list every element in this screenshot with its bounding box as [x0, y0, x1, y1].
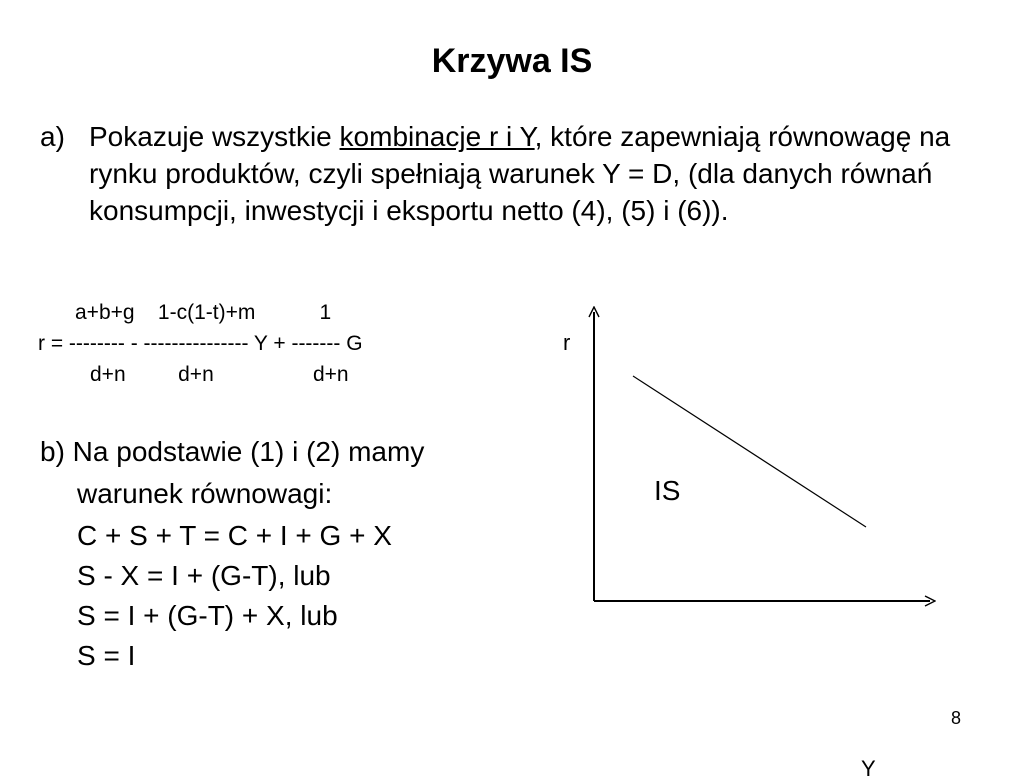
point-a-underlined-phrase: kombinacje r i Y [339, 121, 535, 152]
page-number: 8 [951, 708, 962, 728]
y-axis-label: r [563, 330, 571, 355]
equilibrium-condition-1: C + S + T = C + I + G + X [77, 520, 392, 551]
equilibrium-condition-4: S = I [77, 640, 136, 671]
point-b-line-1: b) Na podstawie (1) i (2) mamy [40, 436, 425, 467]
point-a-marker: a) [40, 121, 65, 152]
point-a-text-end: , które zapewniają równowagę na rynku produktów, czyli spełniają warunek Y = D, (dla danych równań konsumpcji, inwestycji i eksportu netto (4), (5) i (6)). [89, 121, 951, 226]
x-axis-label: Y [861, 756, 876, 781]
is-curve-label: IS [654, 475, 681, 506]
equilibrium-condition-2: S - X = I + (G-T), lub [77, 560, 331, 591]
point-a-text-start: Pokazuje wszystkie [89, 121, 340, 152]
slide-title: Krzywa IS [431, 42, 593, 80]
equation-main-line: r = -------- - --------------- Y + ------- G [38, 332, 363, 355]
equation-denominators: d+n d+n d+n [90, 363, 349, 386]
equilibrium-condition-3: S = I + (G-T) + X, lub [77, 600, 338, 631]
point-b-line-2: warunek równowagi: [77, 478, 333, 509]
equation-numerators: a+b+g 1-c(1-t)+m 1 [75, 301, 332, 324]
